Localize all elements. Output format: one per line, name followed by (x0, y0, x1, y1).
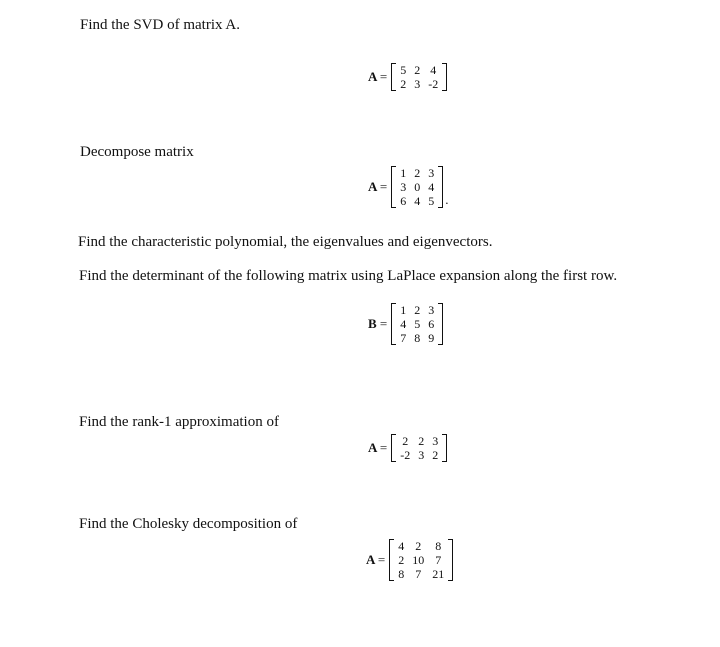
matrix-cell: 5 (414, 317, 421, 331)
matrix-variable: A (368, 440, 377, 455)
matrix-cell: 0 (414, 180, 421, 194)
matrix-cell: 21 (432, 567, 445, 581)
matrix-cell: 7 (400, 331, 407, 345)
matrix-cell: 1 (400, 166, 407, 180)
problem-2-text: Decompose matrix (80, 144, 194, 160)
matrix-cell: 8 (435, 539, 442, 553)
matrix-cell: 8 (414, 331, 421, 345)
matrix-cell: 7 (435, 553, 442, 567)
matrix-a-rank1 (391, 434, 447, 462)
matrix-cell: -2 (428, 77, 439, 91)
matrix-cell: 2 (402, 434, 409, 448)
matrix-a-svd (391, 63, 447, 91)
matrix-cell: 3 (432, 434, 439, 448)
matrix-cell: 5 (400, 63, 407, 77)
matrix-cell: 4 (430, 63, 437, 77)
matrix-variable: A (368, 179, 377, 194)
matrix-cell: 3 (428, 303, 435, 317)
problem-4-equation: A = 2 2 3 -2 3 2 (368, 434, 447, 462)
problem-1-text: Find the SVD of matrix A. (80, 17, 240, 33)
problem-3-text: Find the determinant of the following matrix using LaPlace expansion along the first row. (79, 268, 618, 284)
problem-4-text: Find the rank-1 approximation of (79, 414, 279, 430)
matrix-cell: 4 (428, 180, 435, 194)
matrix-cell: 2 (418, 434, 425, 448)
matrix-cell: 2 (400, 77, 407, 91)
matrix-b-determinant (391, 303, 443, 345)
problem-1-equation: A = 5 2 4 2 3 -2 (368, 63, 447, 91)
matrix-variable: A (368, 69, 377, 84)
matrix-cell: 3 (428, 166, 435, 180)
matrix-cell: 2 (414, 303, 421, 317)
matrix-cell: 8 (398, 567, 405, 581)
matrix-cell: 2 (414, 166, 421, 180)
problem-2-equation: A = 1 2 3 3 0 4 6 4 5 . (368, 166, 449, 208)
matrix-variable: B (368, 316, 377, 331)
problem-5-equation: A = 4 2 8 2 10 7 8 7 21 (366, 539, 453, 581)
matrix-cell: 2 (414, 63, 421, 77)
matrix-cell: 6 (428, 317, 435, 331)
matrix-cell: 10 (412, 553, 425, 567)
matrix-cell: 3 (418, 448, 425, 462)
matrix-cell: 5 (428, 194, 435, 208)
matrix-cell: 6 (400, 194, 407, 208)
problem-2-followup: Find the characteristic polynomial, the eigenvalues and eigenvectors. (78, 234, 493, 250)
matrix-a-decompose (391, 166, 443, 208)
matrix-cell: 9 (428, 331, 435, 345)
problem-3-equation: B = 1 2 3 4 5 6 7 8 9 (368, 303, 443, 345)
matrix-cell: 4 (400, 317, 407, 331)
matrix-cell: 3 (400, 180, 407, 194)
matrix-cell: -2 (400, 448, 411, 462)
matrix-cell: 7 (415, 567, 422, 581)
matrix-suffix: . (445, 192, 449, 207)
matrix-cell: 2 (432, 448, 439, 462)
matrix-cell: 4 (398, 539, 405, 553)
matrix-a-cholesky (389, 539, 453, 581)
matrix-variable: A (366, 552, 375, 567)
problem-5-text: Find the Cholesky decomposition of (79, 516, 298, 532)
matrix-cell: 2 (398, 553, 405, 567)
matrix-cell: 4 (414, 194, 421, 208)
matrix-cell: 1 (400, 303, 407, 317)
matrix-cell: 3 (414, 77, 421, 91)
matrix-cell: 2 (415, 539, 422, 553)
